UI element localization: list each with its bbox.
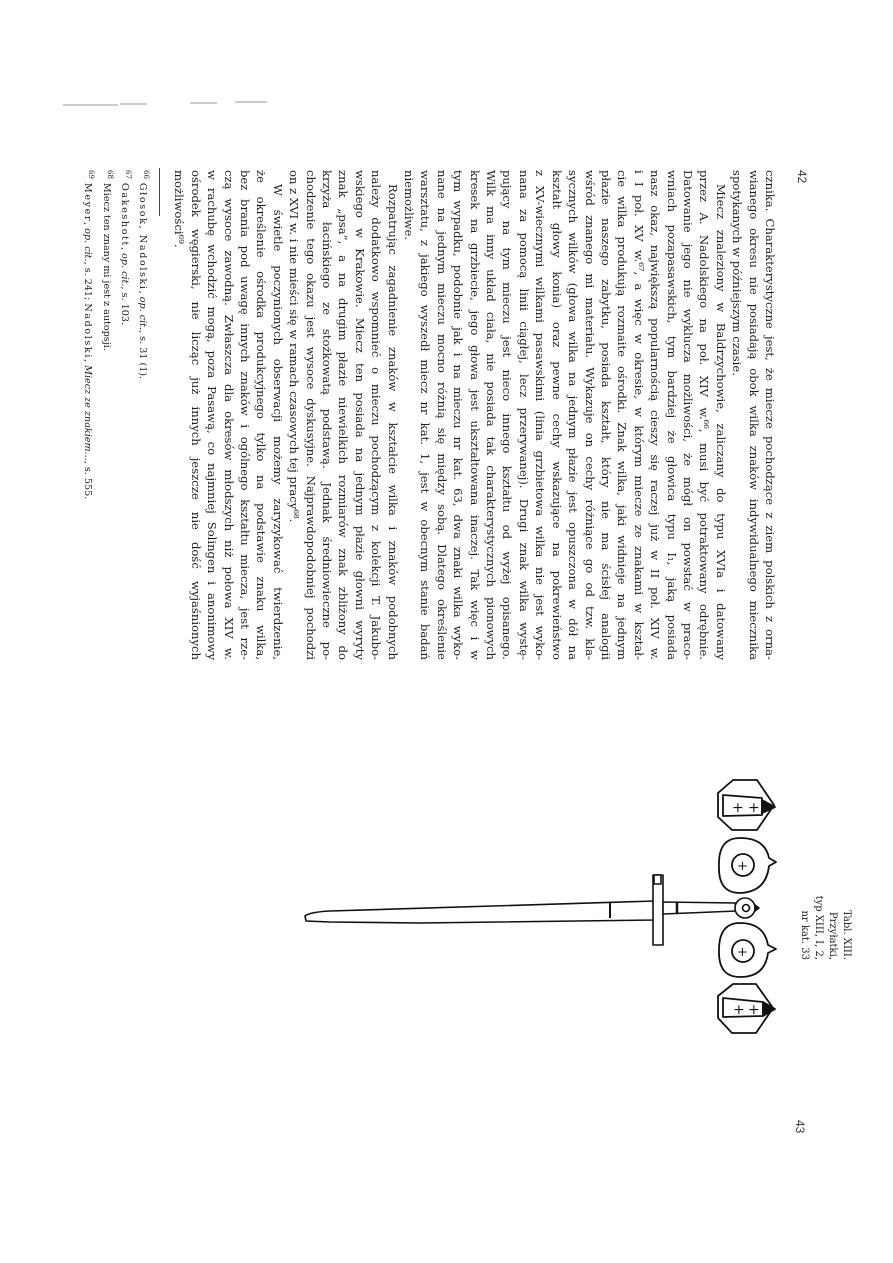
text-line: niemożliwe.: [402, 170, 417, 241]
footnote-number: 68: [105, 170, 114, 179]
text-line: ośrodek węgierski, nie licząc już innych jeszcze nie dość wyjaśnionych: [188, 170, 203, 660]
plate-caption: [797, 880, 853, 960]
text-line: cie wilka produkują rozmaite ośrodki. Znak wilka, jaki widnieje na jednym: [615, 170, 630, 660]
footnote-divider: [159, 168, 160, 216]
text-line: Miecz znaleziony w Baldrzychowie, zaliczany do typu XVIa i datowany: [713, 184, 728, 660]
footnote: [135, 170, 153, 660]
text-line: należy dodatkowo wspomnieć o mieczu pochodzącym z kolekcji T. Jakubo-: [369, 170, 384, 660]
footnote: [80, 170, 98, 660]
text-line: że określenie ośrodka produkcyjnego tylko na podstawie znaku wilka,: [254, 170, 269, 660]
footnote-segment: Nadolski: [82, 303, 94, 360]
footnote-segment: , s. 555.: [82, 460, 94, 500]
cross-mark: +: [733, 1002, 745, 1018]
text-line: Datowanie jego nie wyklucza możliwości, że mógł on powstać w praco-: [680, 170, 695, 660]
text-line: przez A. Nadolskiego na poł. XIV w.⁶⁶, musi być potraktowany odrębnie.: [697, 170, 712, 660]
footnote: [98, 170, 116, 660]
text-line: w rachubę wchodzić mogą, poza Pasawą, co najmniej Solingen i anonimowy: [205, 170, 220, 660]
cross-mark: +: [737, 859, 748, 874]
text-line: i I poł. XV w.⁶⁷, a więc w okresie, w którym miecze ze znakami w kształ-: [631, 170, 646, 660]
text-line: wśród znanego mi materiału. Wykazuje on cechy różniące go od tzw. kla-: [582, 170, 597, 660]
text-line: chodzenie tego okazu jest wysoce dyskusyjne. Najprawdopodobniej pochodzi: [303, 170, 318, 660]
text-line: możliwości⁶⁹.: [172, 170, 187, 248]
text-line: nane na jednym mieczu mocno różnią się między sobą. Dlatego określenie: [434, 170, 449, 660]
cross-mark: +: [737, 945, 748, 960]
plate-caption-line: typ XIII, I, 2,: [813, 895, 824, 960]
plate-caption-title: Tabl. XIII.: [841, 910, 852, 960]
plate-caption-line: Przyłatki,: [827, 911, 838, 960]
text-line: spotykanych w późniejszym czasie.: [730, 170, 745, 376]
plate-caption-line: nr kat. 33: [799, 910, 810, 960]
text-line: kształt głowy konia) oraz pewne cechy wskazujące na pokrewieństwo: [549, 170, 564, 660]
text-line: cznika. Charakterystyczne jest, że miecze pochodzące z ziem polskich z orna-: [763, 170, 777, 660]
text-line: sycznych wilków (głowa wilka na jednym płazie jest opuszczona w dół na: [566, 170, 581, 660]
page-number-right: 43: [793, 1120, 807, 1134]
text-line: Rozpatrując zagadnienie znaków w kształcie wilka i znaków podobnych: [385, 184, 400, 660]
footnote-segment: Meyer: [82, 182, 94, 223]
text-line: kresek na grzbiecie, jego głowa jest ukształtowana inaczej. Tak więc i w: [467, 170, 482, 660]
footnote-segment: op. cit.: [118, 253, 130, 287]
footnote-number: 69: [87, 170, 96, 179]
text-line: wianego okresu nie posiadają obok wilka znaków indywidualnego miecznika: [746, 170, 761, 660]
footnote-number: 66: [142, 170, 150, 179]
body-text: [171, 170, 778, 660]
text-line: czą wysoce zawodną. Zwłaszcza dla okresów młodszych niż połowa XIV w.: [221, 170, 236, 660]
text-line: Wilk ma inny układ ciała, nie posiada tak charakterystycznych pionowych: [484, 170, 499, 660]
footnote-segment: , s. 241;: [82, 261, 94, 304]
footnote-segment: Miecz ze znakiem...: [82, 365, 94, 461]
text-line: nasz okaz, największą popularnością cieszy się raczej już w II poł. XIV w.: [648, 170, 663, 660]
cross-mark: +: [748, 800, 760, 816]
footnote-segment: , s. 31 (1).: [136, 330, 148, 380]
text-line: znak „psa”, a na drugim płazie niewielkich rozmiarów znak zbliżony do: [336, 170, 351, 660]
footnote-segment: Miecz ten znany mi jest z autopsji.: [100, 182, 112, 351]
text-line: nana za pomocą linii ciągłej, lecz przerywanej). Drugi znak wilka wystę-: [516, 170, 531, 660]
footnote: [117, 170, 135, 660]
text-line: tym wypadku, podobnie jak i na mieczu nr kat. 63, dwa znaki wilka wyko-: [451, 170, 466, 660]
text-line: wniach pozapasawskich, tym bardziej że głowica typu I₁, jaką posiada: [664, 170, 679, 660]
text-line: pujący na tym mieczu jest nieco innego kształtu od wyżej opisanego.: [500, 170, 515, 660]
footnote-segment: ,: [82, 222, 94, 229]
text-line: z XV-wiecznymi wilkami pasawskimi (linia grzbietowa wilka nie jest wyko-: [533, 170, 548, 660]
footnote-segment: ,: [136, 290, 148, 297]
text-line: W świetle poczynionych obserwacji możemy zaryzykować twierdzenie,: [270, 184, 285, 660]
footnote-segment: ,: [82, 359, 94, 366]
footnote-segment: Oakeshott: [118, 182, 130, 247]
footnote-number: 67: [123, 170, 132, 179]
cross-mark: +: [748, 1002, 760, 1018]
footnote-segment: op. cit.: [136, 296, 148, 331]
text-line: warsztatu, z jakiego wyszedł miecz nr kat. 1, jest w obecnym stanie badań: [418, 170, 433, 660]
footnote-segment: Głosok, Nadolski: [136, 182, 148, 291]
text-line: krzyża łacińskiego ze stożkowatą podstawą. Jednak średniowieczne po-: [320, 170, 335, 660]
footnote-segment: , s. 103.: [118, 286, 130, 325]
text-line: on z XVI w. i nie mieści się w ramach czasowych tej pracy⁶⁸.: [287, 170, 302, 523]
text-line: wskiego w Krakowie. Miecz ten posiada na jednym płazie głowni wyryty: [352, 170, 367, 660]
footnote-segment: ,: [118, 247, 130, 254]
page-number-left: 42: [795, 170, 809, 184]
footnote-segment: op. cit.: [82, 228, 94, 262]
cross-mark: +: [732, 800, 744, 816]
text-line: bez brania pod uwagę innych znaków i ogólnego kształtu miecza, jest rze-: [238, 170, 252, 660]
footnotes: [80, 170, 153, 660]
text-line: płazie naszego zabytku, posiada kształt, który nie ma ścisłej analogii: [598, 170, 613, 660]
